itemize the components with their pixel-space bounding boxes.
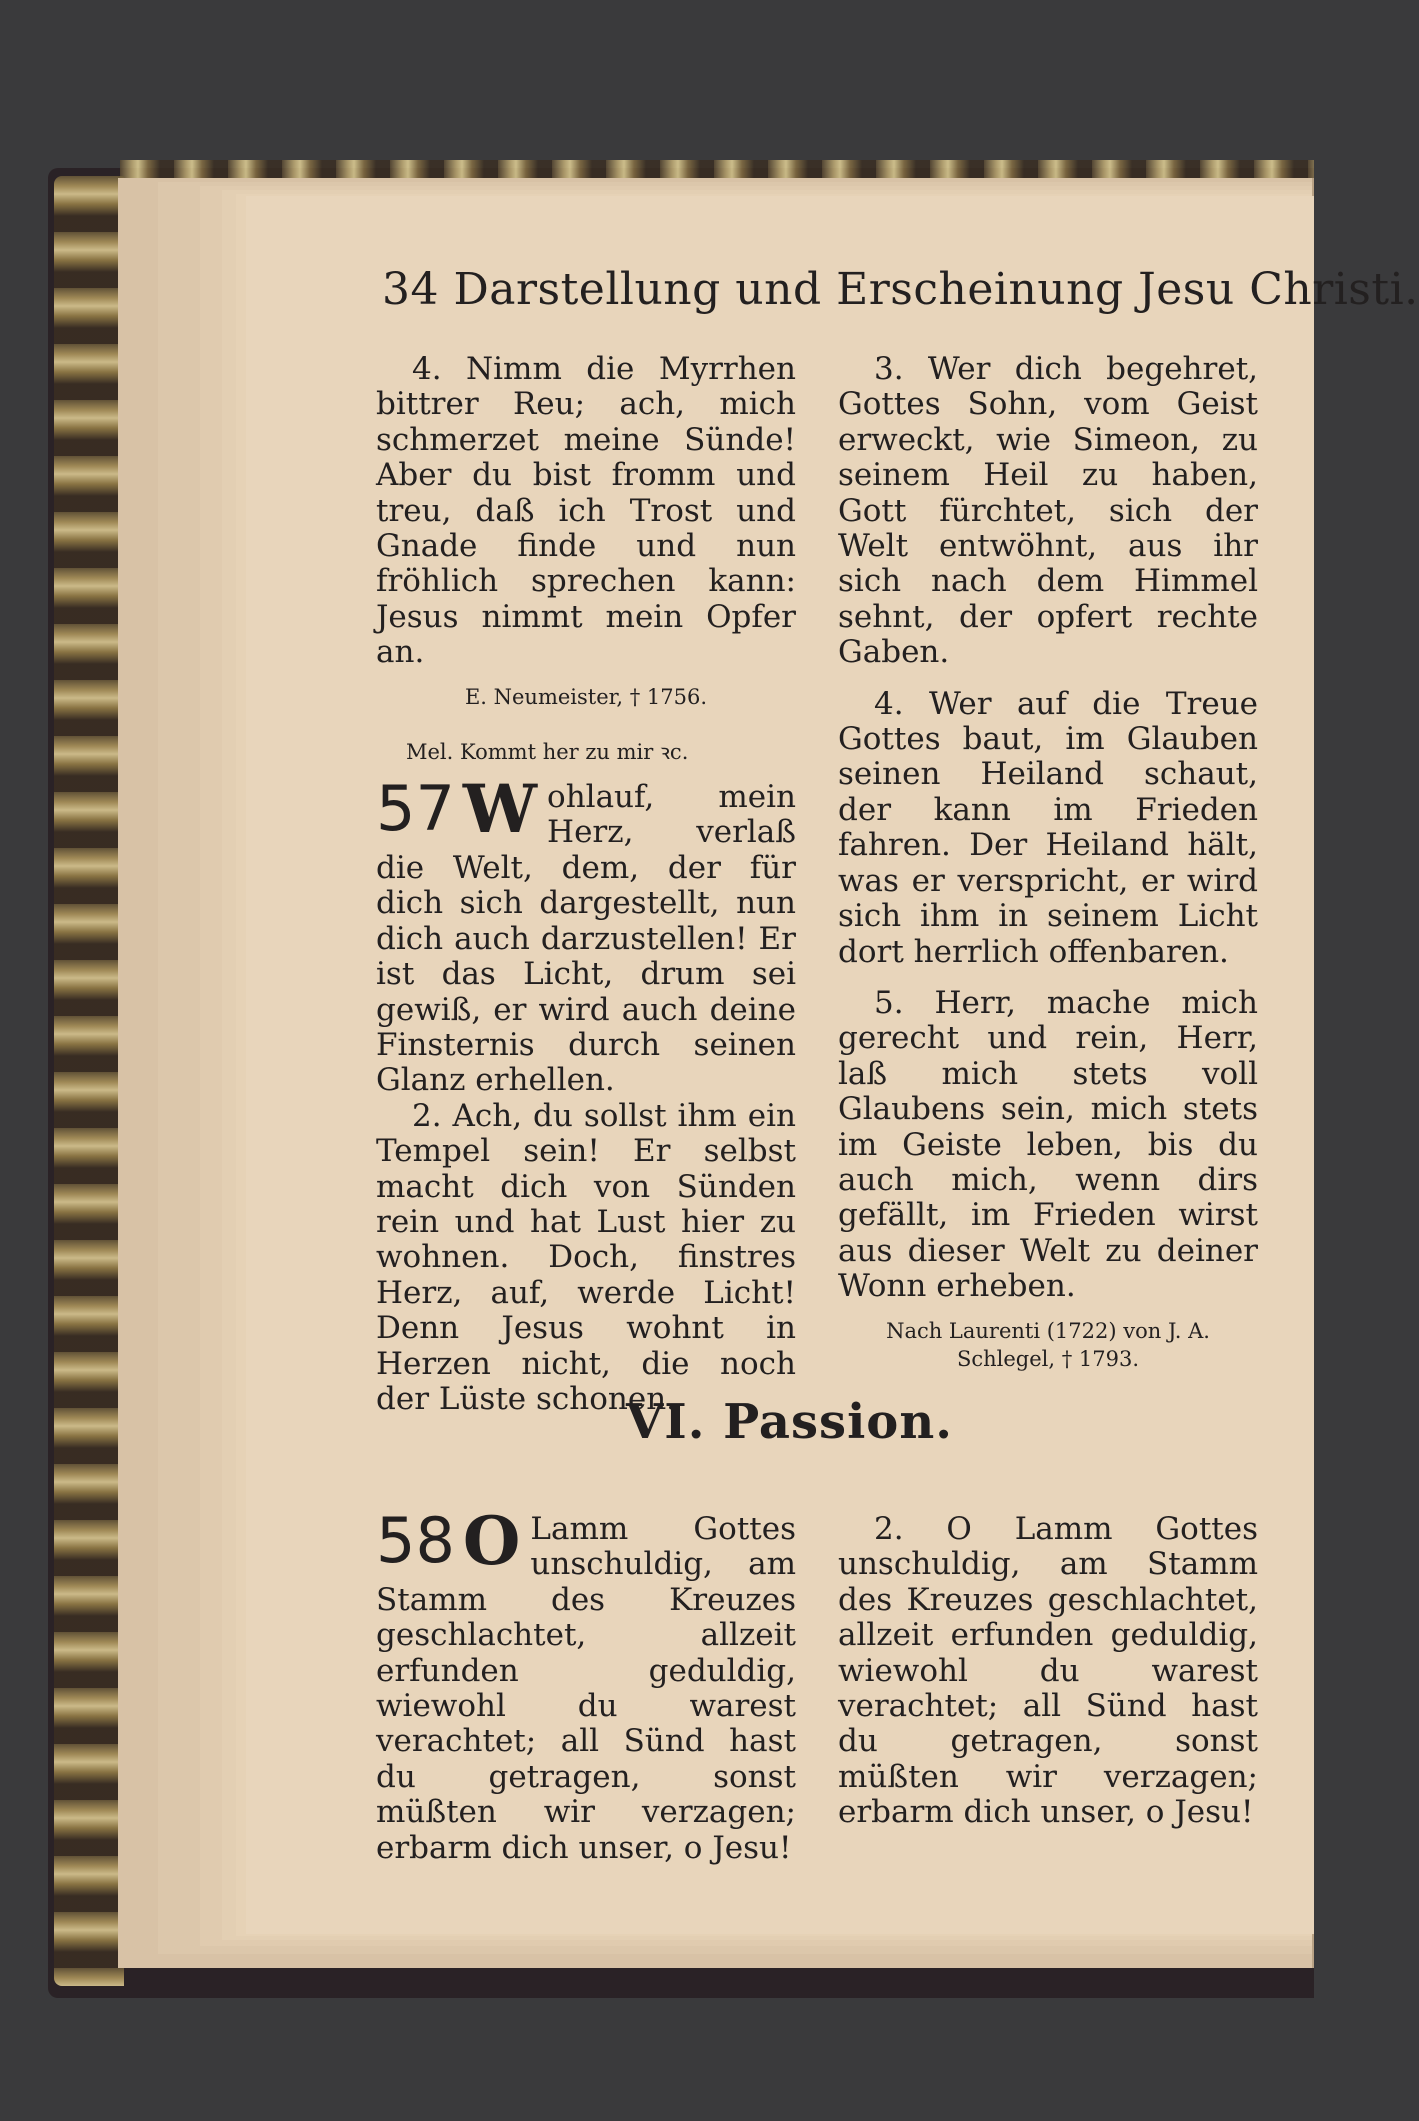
- hymn-58: [376, 1502, 796, 1866]
- hymn-57-text: ohlauf, mein Herz, verlaß die Welt, dem, der für dich sich dargestellt, nun dich auch darzustellen! Er ist das Licht, drum sei gewiß, er wird auch deine Finsternis durch seinen Glanz erhellen.: [376, 779, 796, 1099]
- hymn-58-verse-2: 2. O Lamm Gottes unschuldig, am Stamm des Kreuzes geschlachtet, allzeit erfunden geduldig, wiewohl du warest verachtet; all Sünd hast du getragen, sonst müßten wir verzagen; erbarm dich unser, o Jesu!: [838, 1511, 1258, 1831]
- section-title: VI. Passion.: [626, 1394, 953, 1450]
- verse-4-right: 4. Wer auf die Treue Gottes baut, im Glauben seinen Heiland schaut, der kann im Frieden fahren. Der Heiland hält, was er verspricht, er wird sich ihm in seinem Licht dort herrlich offenbaren.: [838, 685, 1258, 970]
- book-page: [246, 196, 1419, 1934]
- bottom-left-column: [376, 1502, 796, 1866]
- page-header: 34 Darstellung und Erscheinung Jesu Christi.: [382, 264, 1419, 315]
- hymn-58-text: Lamm Gottes unschuldig, am Stamm des Kreuzes geschlachtet, allzeit erfunden geduldig, wiewohl du warest verachtet; all Sünd hast du getragen, sonst müßten wir verzagen; erbarm dich unser, o Jesu!: [376, 1511, 796, 1866]
- verse-3: 3. Wer dich begehret, Gottes Sohn, vom Geist erweckt, wie Simeon, zu seinem Heil zu haben, Gott fürchtet, sich der Welt entwöhnt, aus ihr sich nach dem Himmel sehnt, der opfert rechte Gaben.: [838, 351, 1258, 671]
- hymn-number-57: 57: [376, 772, 455, 846]
- hymn-57: [376, 770, 796, 1099]
- hymn-number-58: 58: [376, 1504, 455, 1577]
- hymn-58-initial: O: [462, 1502, 521, 1580]
- verse-5: 5. Herr, mache mich gerecht und rein, Herr, laß mich stets voll Glaubens sein, mich stets im Geiste leben, bis du auch mich, wenn dirs gefällt, im Frieden wirst aus dieser Welt zu deiner Wonn erheben.: [838, 984, 1258, 1305]
- verse-4: 4. Nimm die Myrrhen bittrer Reu; ach, mich schmerzet meine Sünde! Aber du bist fromm und treu, daß ich Trost und Gnade finde und nun fröhlich sprechen kann: Jesus nimmt mein Opfer an.: [376, 351, 796, 671]
- hymn-57-verse-2: 2. Ach, du sollst ihm ein Tempel sein! Er selbst macht dich von Sünden rein und hat Lust hier zu wohnen. Doch, finstres Herz, auf, werde Licht! Denn Jesus wohnt in Herzen nicht, die noch der Lüste schonen.: [376, 1097, 796, 1417]
- bottom-right-column: [838, 1512, 1258, 1831]
- melody-note: Mel. Kommt her zu mir ꝛc.: [406, 739, 689, 764]
- right-column: [838, 352, 1258, 1397]
- attribution-neumeister: E. Neumeister, † 1756.: [464, 684, 708, 709]
- attribution-schlegel: Nach Laurenti (1722) von J. A. Schlegel, † 1793.: [886, 1318, 1210, 1371]
- cover-edge-ornament: [54, 176, 124, 1986]
- left-column: [376, 352, 796, 1417]
- hymn-57-initial: W: [462, 770, 538, 849]
